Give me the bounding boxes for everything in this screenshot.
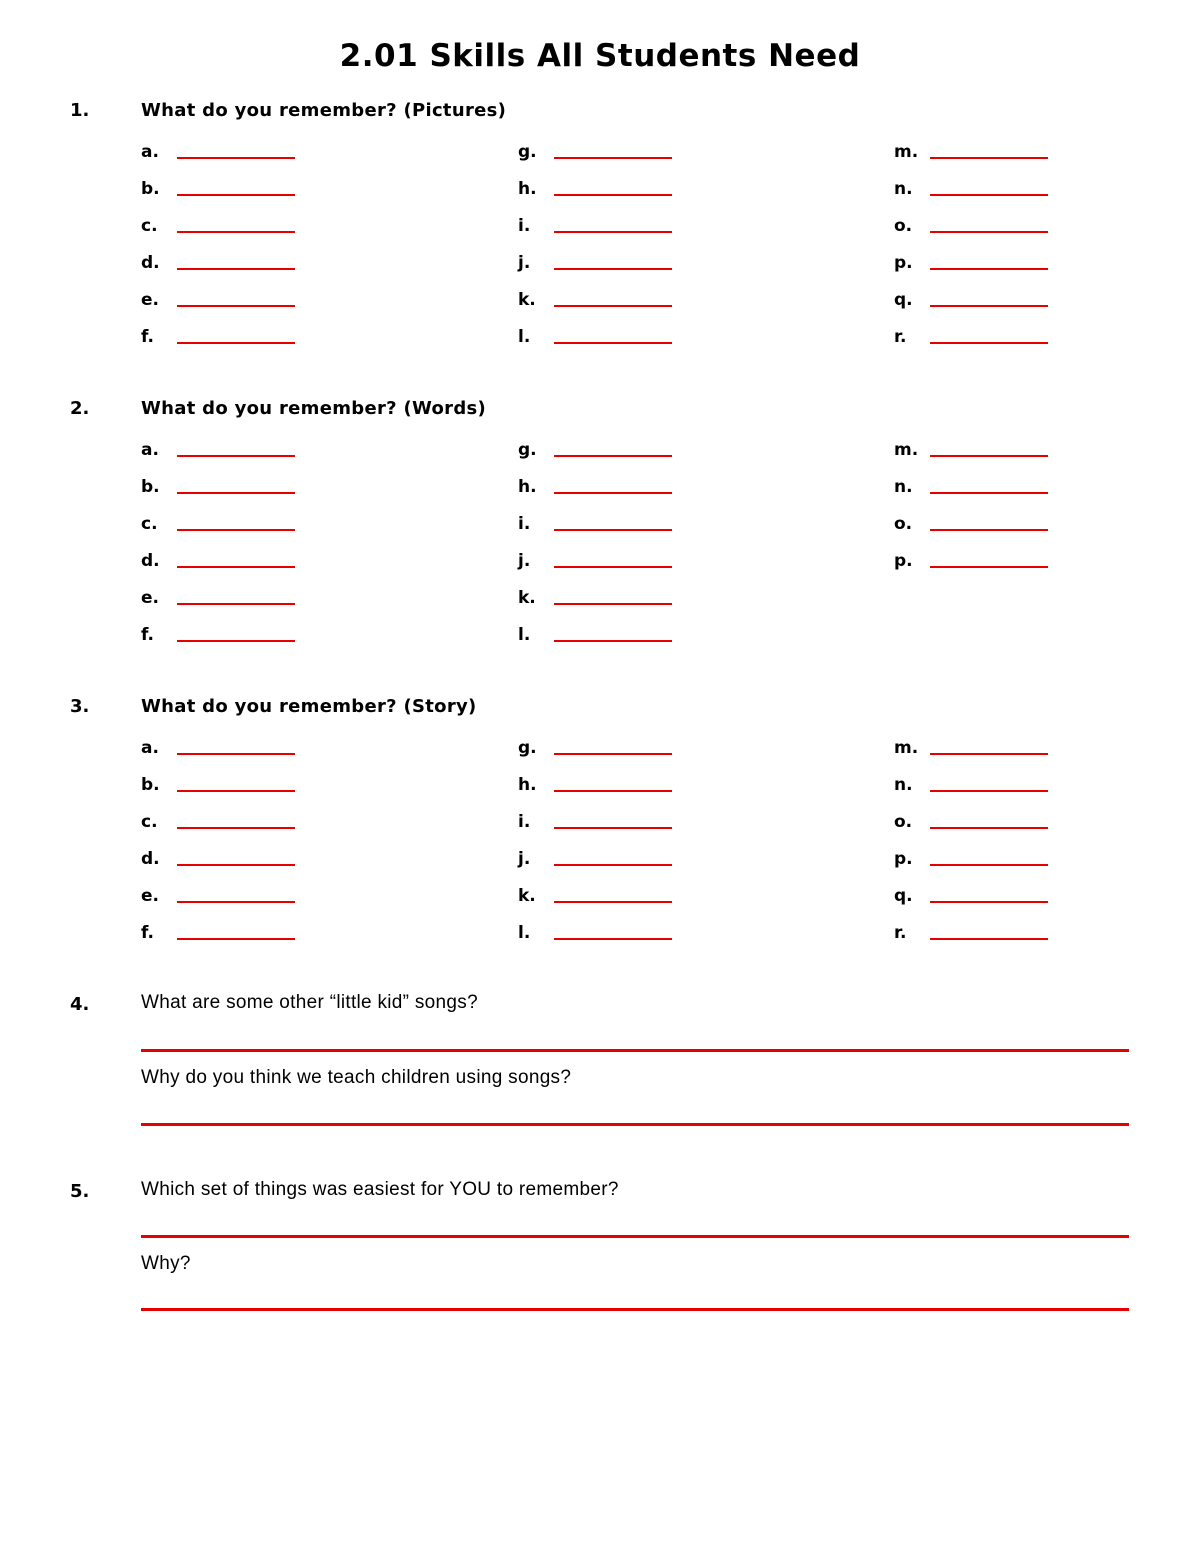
answer-item	[518, 438, 672, 460]
answer-letter: j.	[518, 849, 531, 869]
answer-blank[interactable]	[554, 790, 672, 792]
question-5-followup-text: Why?	[141, 1253, 191, 1274]
answer-item	[141, 288, 295, 310]
answer-letter: a.	[141, 440, 159, 460]
answer-letter: l.	[518, 625, 531, 645]
answer-item	[894, 549, 1048, 571]
answer-blank[interactable]	[930, 753, 1048, 755]
answer-blank[interactable]	[177, 753, 295, 755]
answer-item	[894, 773, 1048, 795]
answer-item	[141, 884, 295, 906]
answer-letter: k.	[518, 290, 536, 310]
answer-item	[141, 810, 295, 832]
answer-letter: l.	[518, 327, 531, 347]
answer-blank[interactable]	[554, 566, 672, 568]
answer-letter: k.	[518, 886, 536, 906]
answer-item	[141, 140, 295, 162]
question-1-number: 1.	[70, 100, 90, 121]
answer-letter: r.	[894, 923, 907, 943]
answer-letter: o.	[894, 514, 913, 534]
answer-blank[interactable]	[930, 157, 1048, 159]
answer-blank[interactable]	[177, 827, 295, 829]
question-1-text: What do you remember? (Pictures)	[141, 100, 507, 121]
answer-item	[518, 512, 672, 534]
answer-letter: b.	[141, 775, 160, 795]
answer-blank[interactable]	[554, 342, 672, 344]
answer-item	[894, 810, 1048, 832]
answer-blank[interactable]	[177, 157, 295, 159]
answer-letter: o.	[894, 812, 913, 832]
answer-blank[interactable]	[554, 194, 672, 196]
answer-letter: e.	[141, 886, 159, 906]
answer-blank[interactable]	[177, 194, 295, 196]
answer-blank[interactable]	[554, 640, 672, 642]
answer-item	[518, 884, 672, 906]
question-4-answer-line[interactable]	[141, 1049, 1129, 1052]
answer-blank[interactable]	[177, 268, 295, 270]
answer-blank[interactable]	[554, 603, 672, 605]
answer-letter: d.	[141, 849, 160, 869]
answer-blank[interactable]	[177, 938, 295, 940]
answer-item	[141, 549, 295, 571]
answer-letter: n.	[894, 775, 913, 795]
answer-letter: p.	[894, 849, 913, 869]
answer-letter: f.	[141, 625, 154, 645]
question-4-followup-answer-line[interactable]	[141, 1123, 1129, 1126]
answer-letter: e.	[141, 588, 159, 608]
question-3-number: 3.	[70, 696, 90, 717]
answer-item	[518, 773, 672, 795]
answer-letter: h.	[518, 179, 537, 199]
answer-item	[141, 921, 295, 943]
answer-letter: i.	[518, 216, 531, 236]
answer-blank[interactable]	[930, 790, 1048, 792]
answer-letter: b.	[141, 179, 160, 199]
answer-item	[141, 773, 295, 795]
answer-blank[interactable]	[930, 566, 1048, 568]
answer-blank[interactable]	[930, 455, 1048, 457]
answer-blank[interactable]	[177, 455, 295, 457]
answer-item	[894, 921, 1048, 943]
answer-blank[interactable]	[554, 827, 672, 829]
answer-letter: a.	[141, 142, 159, 162]
answer-blank[interactable]	[177, 305, 295, 307]
answer-letter: d.	[141, 551, 160, 571]
answer-letter: g.	[518, 738, 537, 758]
answer-blank[interactable]	[177, 492, 295, 494]
answer-blank[interactable]	[930, 305, 1048, 307]
answer-letter: r.	[894, 327, 907, 347]
answer-letter: f.	[141, 327, 154, 347]
answer-blank[interactable]	[930, 231, 1048, 233]
answer-item	[518, 214, 672, 236]
answer-blank[interactable]	[554, 268, 672, 270]
answer-blank[interactable]	[554, 753, 672, 755]
question-2-text: What do you remember? (Words)	[141, 398, 487, 419]
answer-item	[518, 549, 672, 571]
answer-letter: g.	[518, 142, 537, 162]
answer-letter: a.	[141, 738, 159, 758]
answer-letter: q.	[894, 886, 913, 906]
answer-blank[interactable]	[177, 864, 295, 866]
answer-item	[518, 475, 672, 497]
answer-item	[894, 475, 1048, 497]
answer-blank[interactable]	[177, 342, 295, 344]
answer-letter: e.	[141, 290, 159, 310]
answer-item	[518, 921, 672, 943]
answer-item	[518, 736, 672, 758]
answer-letter: p.	[894, 253, 913, 273]
answer-item	[141, 623, 295, 645]
answer-item	[141, 251, 295, 273]
answer-letter: b.	[141, 477, 160, 497]
answer-item	[894, 288, 1048, 310]
question-4-number: 4.	[70, 994, 90, 1015]
answer-letter: c.	[141, 514, 158, 534]
answer-item	[141, 475, 295, 497]
answer-item	[518, 847, 672, 869]
answer-letter: m.	[894, 440, 919, 460]
answer-blank[interactable]	[930, 901, 1048, 903]
answer-blank[interactable]	[177, 529, 295, 531]
answer-letter: h.	[518, 477, 537, 497]
answer-blank[interactable]	[930, 864, 1048, 866]
question-5-answer-line[interactable]	[141, 1235, 1129, 1238]
answer-item	[518, 623, 672, 645]
answer-letter: g.	[518, 440, 537, 460]
answer-letter: f.	[141, 923, 154, 943]
answer-blank[interactable]	[554, 231, 672, 233]
answer-item	[894, 177, 1048, 199]
question-5-text: Which set of things was easiest for YOU to remember?	[141, 1179, 619, 1200]
question-5-followup-answer-line[interactable]	[141, 1308, 1129, 1311]
answer-blank[interactable]	[177, 640, 295, 642]
question-4-text: What are some other “little kid” songs?	[141, 992, 478, 1013]
answer-blank[interactable]	[930, 268, 1048, 270]
answer-item	[141, 177, 295, 199]
answer-blank[interactable]	[930, 529, 1048, 531]
answer-item	[518, 325, 672, 347]
answer-letter: n.	[894, 179, 913, 199]
answer-blank[interactable]	[930, 342, 1048, 344]
answer-blank[interactable]	[554, 938, 672, 940]
answer-item	[518, 140, 672, 162]
answer-item	[894, 325, 1048, 347]
question-2-number: 2.	[70, 398, 90, 419]
answer-letter: h.	[518, 775, 537, 795]
question-5-number: 5.	[70, 1181, 90, 1202]
answer-item	[141, 325, 295, 347]
answer-letter: n.	[894, 477, 913, 497]
answer-item	[141, 586, 295, 608]
answer-blank[interactable]	[554, 305, 672, 307]
answer-item	[894, 438, 1048, 460]
answer-item	[141, 438, 295, 460]
answer-blank[interactable]	[554, 901, 672, 903]
answer-letter: j.	[518, 253, 531, 273]
answer-blank[interactable]	[554, 492, 672, 494]
answer-letter: j.	[518, 551, 531, 571]
answer-item	[894, 251, 1048, 273]
answer-item	[141, 512, 295, 534]
answer-letter: m.	[894, 738, 919, 758]
answer-letter: m.	[894, 142, 919, 162]
page-title: 2.01 Skills All Students Need	[339, 38, 861, 74]
answer-blank[interactable]	[930, 492, 1048, 494]
question-4-followup-text: Why do you think we teach children using songs?	[141, 1067, 572, 1088]
answer-item	[518, 810, 672, 832]
answer-item	[894, 884, 1048, 906]
answer-letter: c.	[141, 812, 158, 832]
answer-letter: o.	[894, 216, 913, 236]
answer-blank[interactable]	[554, 529, 672, 531]
answer-item	[894, 214, 1048, 236]
answer-blank[interactable]	[177, 231, 295, 233]
answer-letter: d.	[141, 253, 160, 273]
answer-letter: q.	[894, 290, 913, 310]
answer-item	[894, 847, 1048, 869]
answer-item	[141, 847, 295, 869]
answer-letter: i.	[518, 812, 531, 832]
answer-blank[interactable]	[554, 455, 672, 457]
answer-item	[518, 251, 672, 273]
answer-blank[interactable]	[554, 864, 672, 866]
answer-letter: l.	[518, 923, 531, 943]
answer-letter: i.	[518, 514, 531, 534]
answer-blank[interactable]	[177, 566, 295, 568]
answer-letter: c.	[141, 216, 158, 236]
answer-item	[141, 214, 295, 236]
answer-blank[interactable]	[930, 827, 1048, 829]
answer-blank[interactable]	[177, 901, 295, 903]
answer-item	[518, 288, 672, 310]
answer-blank[interactable]	[930, 194, 1048, 196]
answer-item	[518, 177, 672, 199]
answer-item	[518, 586, 672, 608]
answer-item	[894, 736, 1048, 758]
answer-blank[interactable]	[930, 938, 1048, 940]
question-3-text: What do you remember? (Story)	[141, 696, 477, 717]
answer-item	[894, 140, 1048, 162]
answer-letter: k.	[518, 588, 536, 608]
answer-item	[141, 736, 295, 758]
answer-blank[interactable]	[177, 603, 295, 605]
answer-item	[894, 512, 1048, 534]
answer-letter: p.	[894, 551, 913, 571]
answer-blank[interactable]	[554, 157, 672, 159]
answer-blank[interactable]	[177, 790, 295, 792]
